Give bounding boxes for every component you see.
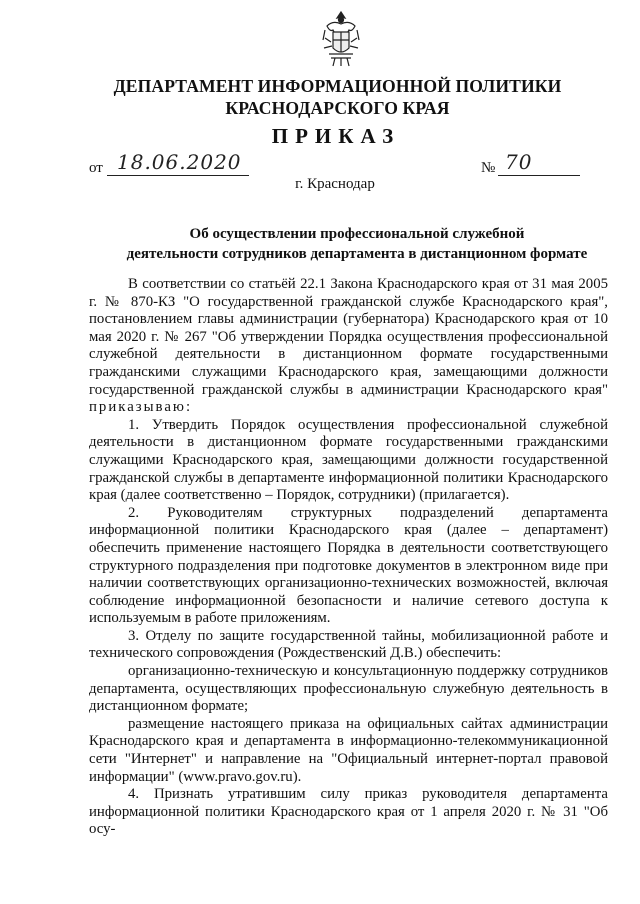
date-handwritten: 18.06.2020 bbox=[117, 150, 242, 174]
paragraph-3a: организационно-техническую и консультационную поддержку сотрудников департамента, осуществляющих профессиональную служебную деятельность в дистанционном формате; bbox=[89, 663, 608, 715]
paragraph-3b: размещение настоящего приказа на официальных сайтах администрации Краснодарского края и департамента в информационно-телекоммуникационной сети "Интернет" и направление на "Официальный интернет-портал правовой информации" (www.pravo.gov.ru). bbox=[89, 715, 608, 785]
paragraph-4: 4. Признать утратившим силу приказ руководителя департамента информационной политики Краснодарского края от 1 апреля 2020 г. № 31 "Об осу- bbox=[89, 786, 608, 838]
city: г. Краснодар bbox=[295, 176, 375, 192]
department-header bbox=[0, 75, 640, 119]
title-line-2: деятельности сотрудников департамента в дистанционном формате bbox=[126, 246, 588, 262]
document-type: ПРИКАЗ bbox=[271, 124, 401, 148]
paragraph-2: 2. Руководителям структурных подразделений департамента информационной политики Краснодарского края (далее – департамент) обеспечить применение настоящего Порядка в деятельности соответствующего структурного подразделения при подготовке документов в электронном виде при наличии соответствующих организационно-технических возможностей, включая соблюдение информационной безопасности и наличие сетевого доступа к используемым в работе приложениям. bbox=[89, 504, 608, 627]
number-prefix: № bbox=[481, 160, 496, 176]
order-word: приказываю: bbox=[89, 399, 193, 416]
title-line-1: Об осуществлении профессиональной служебной bbox=[189, 226, 525, 242]
number-handwritten: 70 bbox=[505, 150, 533, 174]
coat-of-arms-emblem bbox=[319, 8, 363, 68]
department-line-2: КРАСНОДАРСКОГО КРАЯ bbox=[225, 98, 450, 118]
paragraph-3: 3. Отделу по защите государственной тайны, мобилизационной работе и технического сопровождения (Рождественский Д.В.) обеспечить: bbox=[89, 627, 608, 662]
document-body bbox=[89, 276, 608, 839]
department-line-1: ДЕПАРТАМЕНТ ИНФОРМАЦИОННОЙ ПОЛИТИКИ bbox=[113, 76, 562, 96]
document-title bbox=[88, 224, 626, 264]
date-prefix: от bbox=[89, 160, 103, 176]
intro-text: В соответствии со статьёй 22.1 Закона Краснодарского края от 31 мая 2005 г. № 870-КЗ "О государственной гражданской службе Краснодарского края", постановлением главы администрации (губернатора) Краснодарского края от 10 мая 2020 г. № 267 "Об утверждении Порядка осуществления профессиональной служебной деятельности в дистанционном формате государственными гражданскими служащими Краснодарского края, замещающими должности государственной гражданской службы в администрации Краснодарского края" bbox=[89, 276, 608, 398]
paragraph-1: 1. Утвердить Порядок осуществления профессиональной служебной деятельности в дистанционном формате государственными гражданскими служащими Краснодарского края, замещающими должности государственной гражданской службы в департаменте информационной политики Краснодарского края (далее соответственно – Порядок, сотрудники) (прилагается). bbox=[89, 416, 608, 504]
intro-paragraph bbox=[89, 276, 608, 417]
